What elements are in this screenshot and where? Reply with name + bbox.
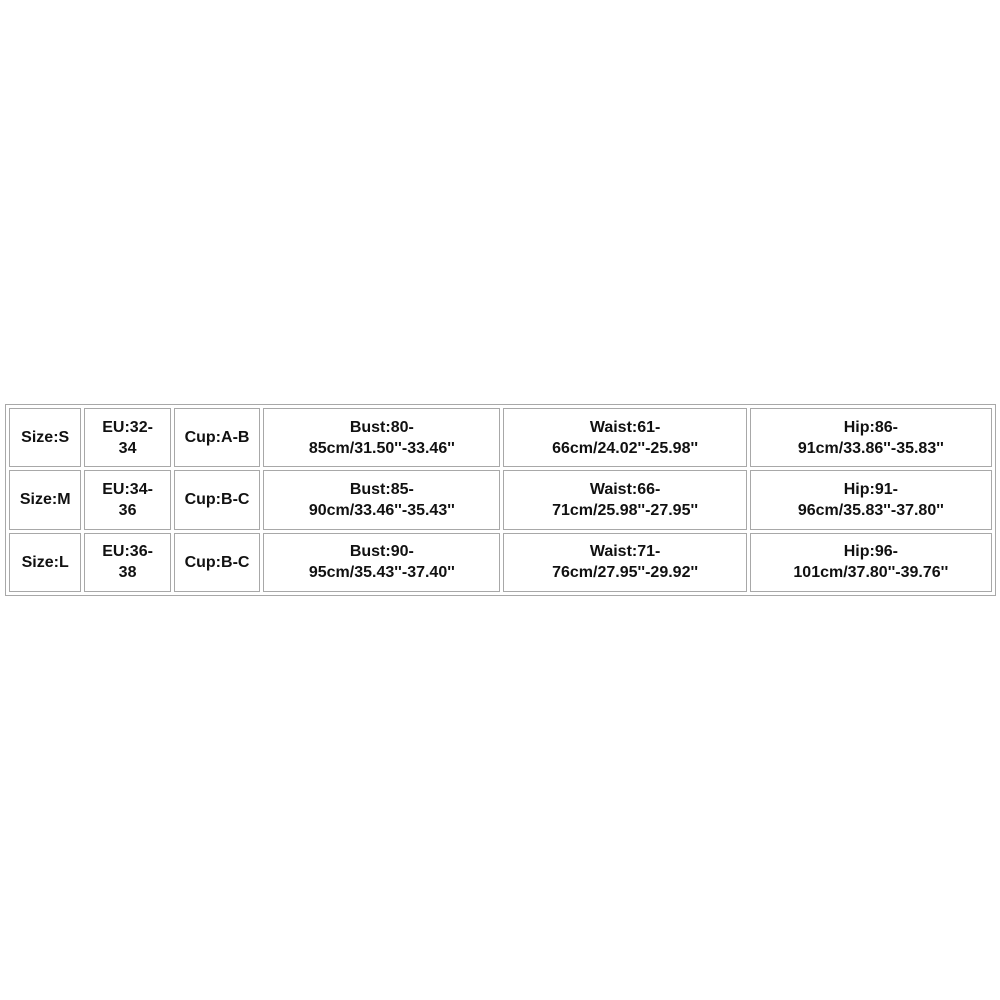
hip-cell: Hip:96-101cm/37.80''-39.76'' — [750, 533, 992, 592]
eu-size-cell: EU:34-36 — [84, 470, 170, 529]
size-cell: Size:M — [9, 470, 81, 529]
table-row — [9, 408, 992, 467]
eu-size-cell: EU:36-38 — [84, 533, 170, 592]
size-cell: Size:S — [9, 408, 81, 467]
hip-cell: Hip:86-91cm/33.86''-35.83'' — [750, 408, 992, 467]
waist-cell: Waist:71-76cm/27.95''-29.92'' — [503, 533, 746, 592]
waist-cell: Waist:61-66cm/24.02''-25.98'' — [503, 408, 746, 467]
bust-cell: Bust:85-90cm/33.46''-35.43'' — [263, 470, 500, 529]
hip-cell: Hip:91-96cm/35.83''-37.80'' — [750, 470, 992, 529]
size-cell: Size:L — [9, 533, 81, 592]
eu-size-cell: EU:32-34 — [84, 408, 170, 467]
cup-size-cell: Cup:B-C — [174, 533, 260, 592]
bust-cell: Bust:80-85cm/31.50''-33.46'' — [263, 408, 500, 467]
bust-cell: Bust:90-95cm/35.43''-37.40'' — [263, 533, 500, 592]
size-chart-table — [5, 404, 996, 596]
table-row — [9, 533, 992, 592]
cup-size-cell: Cup:A-B — [174, 408, 260, 467]
cup-size-cell: Cup:B-C — [174, 470, 260, 529]
waist-cell: Waist:66-71cm/25.98''-27.95'' — [503, 470, 746, 529]
table-row — [9, 470, 992, 529]
